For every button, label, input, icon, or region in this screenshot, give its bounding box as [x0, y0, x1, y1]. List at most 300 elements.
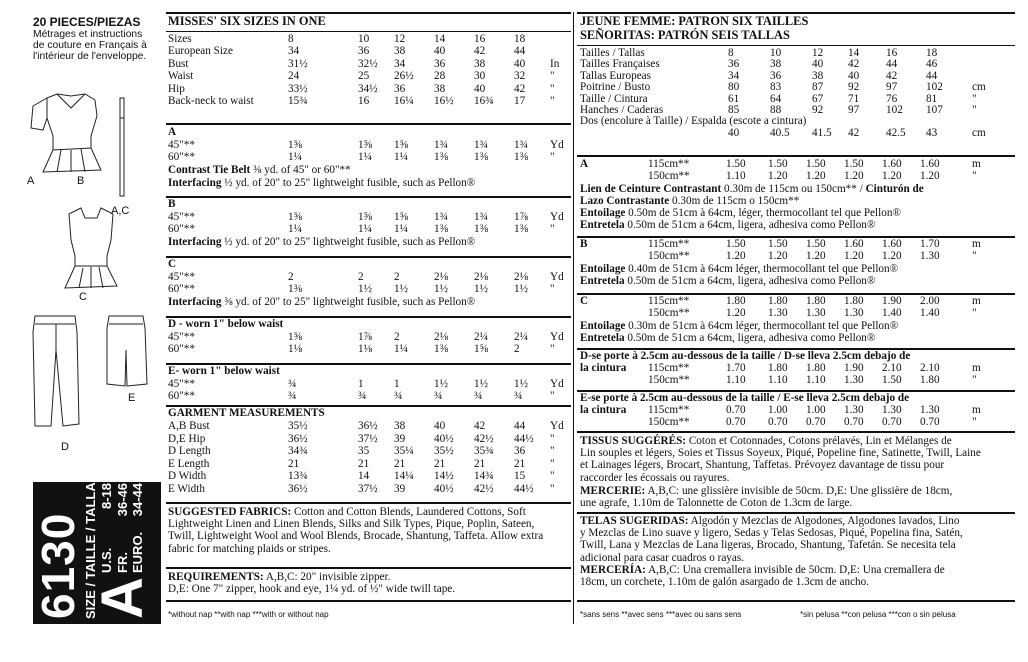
cell-value: 40: [474, 82, 486, 95]
note-line: [580, 184, 924, 196]
cell-value: 8: [728, 47, 734, 59]
section-label: E-se porte à 2.5cm au-dessous de la taille / E-se lleva 2.5cm debajo de: [580, 392, 910, 404]
cell-value: 1.00: [806, 404, 826, 416]
cell-value: 0.70: [726, 415, 746, 428]
cell-value: 80: [728, 81, 740, 94]
merceria: [580, 564, 1012, 588]
cell-value: 1½: [474, 377, 488, 390]
note-text: ⅜ yd. of 20" to 25" lightweight fusible, such as Pellon®: [221, 296, 476, 309]
note-line: [168, 297, 475, 309]
note-bold: Interfacing: [168, 296, 222, 309]
cell-value: 2.10: [882, 362, 902, 374]
unit-label: ": [972, 169, 977, 182]
cell-value: 0.70: [726, 404, 746, 416]
note-bold: Entretela: [580, 331, 625, 344]
cell-value: 42½: [474, 483, 494, 495]
cell-value: 14: [848, 47, 860, 59]
section-label: D - worn 1" below waist: [168, 318, 284, 330]
cell-value: 1⅝: [394, 210, 408, 223]
cell-value: 1.20: [726, 249, 746, 262]
cell-value: 21: [288, 457, 300, 470]
row-label: 60"**: [168, 151, 195, 163]
note-text: ½ yd. of 20" to 25" lightweight fusible, such as Pellon®: [221, 236, 476, 249]
row-label: 45"**: [168, 138, 195, 151]
cell-value: 39: [394, 432, 406, 445]
cell-value: 1.80: [844, 295, 864, 307]
cell-value: 1.90: [844, 362, 864, 374]
section-label: C: [580, 295, 589, 307]
cell-value: 1¾: [474, 210, 488, 223]
cell-value: 38: [812, 69, 824, 82]
row-label: 45"**: [168, 270, 195, 283]
cell-value: 1.60: [882, 158, 902, 170]
view-label-b: B: [77, 175, 85, 187]
row-label: 60"**: [168, 223, 195, 235]
cell-value: 1⅛: [358, 343, 372, 355]
row-label: D Width: [168, 470, 207, 483]
cell-value: 21: [434, 457, 446, 470]
note-line: [580, 276, 875, 288]
cell-value: 44: [886, 58, 898, 71]
note-text: 0.30m de 51cm à 64cm léger, thermocollant tel que Pellon®: [625, 320, 899, 333]
row-label: Tailles / Tallas: [580, 47, 645, 59]
note-text: 0.40m de 51cm à 64cm léger, thermocollant tel que Pellon®: [625, 263, 899, 276]
cell-value: 1.80: [768, 362, 788, 374]
rule: [577, 236, 1015, 238]
cell-value: 1.20: [882, 249, 902, 262]
pattern-number-box: [33, 482, 161, 624]
cell-value: 64: [770, 92, 782, 105]
row-label: 150cm**: [648, 373, 690, 386]
note-text: 0.50m de 51cm a 64cm, ligera, adhesiva como Pellon®: [624, 218, 876, 231]
unit-label: cm: [972, 126, 986, 139]
cell-value: 1⅝: [394, 138, 408, 151]
cell-value: 24: [288, 70, 300, 83]
cell-value: 42: [514, 82, 526, 95]
row-label: Hip: [168, 82, 185, 95]
technical-drawings: [25, 88, 165, 458]
rule: [166, 31, 571, 32]
cell-value: 36: [728, 58, 740, 71]
rule: [577, 293, 1015, 295]
cell-value: 1.20: [726, 306, 746, 319]
cell-value: 34: [394, 57, 406, 70]
cell-value: 0.70: [806, 415, 826, 428]
cell-value: 1½: [358, 283, 372, 295]
cell-value: 12: [812, 47, 824, 59]
unit-label: ": [972, 104, 977, 116]
unit-label: ": [550, 95, 555, 107]
cell-value: 88: [770, 104, 782, 116]
note-line: [168, 165, 351, 177]
note-line: [580, 333, 875, 345]
cell-value: 2⅛: [434, 330, 448, 343]
cell-value: 2⅛: [514, 270, 528, 283]
cell-value: 35½: [288, 420, 308, 432]
cell-value: ¾: [514, 390, 523, 402]
cell-value: 1⅝: [288, 138, 302, 151]
cell-value: 42: [474, 420, 486, 432]
cell-value: 2: [288, 270, 294, 283]
row-label: 150cm**: [648, 306, 690, 319]
cell-value: 1.50: [882, 373, 902, 386]
cell-value: 0.70: [920, 415, 940, 428]
cell-value: 1.90: [882, 295, 902, 307]
cell-value: 1.70: [726, 362, 746, 374]
cell-value: 18: [514, 33, 526, 45]
unit-label: ": [550, 70, 555, 83]
view-a-drawing: [31, 94, 101, 172]
unit-label: ": [550, 390, 555, 402]
cell-value: 1.10: [726, 169, 746, 182]
cell-value: 21: [474, 457, 486, 470]
cell-value: 1¾: [434, 138, 448, 151]
row-label: 115cm**: [648, 158, 690, 170]
cell-value: 1.50: [726, 238, 746, 250]
size-range-value: 34-44: [130, 483, 145, 517]
cell-value: 107: [926, 104, 943, 116]
cell-value: 35½: [434, 445, 454, 458]
cell-value: 14½: [434, 470, 454, 483]
cell-value: 1.70: [920, 238, 940, 250]
mercerie-text: A,B,C: une glissière invisible de 50cm. D,E: Une glissière de 18cm, une agrafe, 1.10m de Talonnette de Coton de 1.3cm de large.: [580, 485, 953, 510]
cell-value: 87: [812, 81, 824, 94]
cell-value: 16: [886, 47, 898, 59]
section-label: C: [168, 258, 177, 270]
cell-value: 1¼: [288, 151, 302, 163]
unit-label: ": [550, 432, 555, 445]
cell-value: 1.30: [768, 306, 788, 319]
note-bold: Entretela: [580, 218, 625, 231]
cell-value: 16¼: [394, 95, 414, 107]
row-label: Back-neck to waist: [168, 95, 254, 107]
cell-value: 40: [514, 57, 526, 70]
cell-value: 36½: [288, 483, 308, 495]
cell-value: 38: [474, 57, 486, 70]
cell-value: 39: [394, 483, 406, 495]
note-line: [168, 178, 475, 190]
cell-value: 1.20: [806, 249, 826, 262]
cell-value: 36½: [288, 432, 308, 445]
cell-value: 1.50: [726, 158, 746, 170]
view-d-drawing: [33, 316, 79, 426]
cell-value: 1⅝: [288, 210, 302, 223]
cell-value: 43: [926, 126, 938, 139]
tissus-suggeres-text: Coton et Cotonnades, Cotons prélavés, Lin et Mélanges de Lin souples et légers, Soies et Tissus Soyeux, Piqué, Popeline fine, Satinette, Twill, Laine et Lainages légers, Brocart, Shantung, Taffetas. Prévoyez davantage de tissu pour raccorder les écossais ou rayures.: [580, 435, 981, 484]
rule: [577, 155, 1015, 157]
cell-value: 1⅝: [288, 330, 302, 343]
cell-value: 1⅜: [514, 151, 528, 163]
row-label: D,E Hip: [168, 432, 206, 445]
unit-label: ": [972, 92, 977, 105]
note-text: 0.30m de 115cm ou 150cm** /: [721, 183, 866, 196]
unit-label: ": [972, 306, 977, 319]
cell-value: 12: [394, 33, 406, 45]
cell-value: 1¾: [434, 210, 448, 223]
cell-value: 1.50: [844, 158, 864, 170]
unit-label: Yd: [550, 330, 564, 343]
cell-value: 1.20: [882, 169, 902, 182]
note-bold: Contrast Tie Belt: [168, 164, 251, 177]
cell-value: 92: [848, 81, 860, 94]
unit-label: cm: [972, 81, 986, 94]
unit-label: In: [550, 57, 560, 70]
row-label: 45"**: [168, 377, 195, 390]
row-label: 115cm**: [648, 362, 690, 374]
cell-value: 36: [358, 45, 370, 58]
row-label: 45"**: [168, 330, 195, 343]
requirements-text: A,B,C: 20" invisible zipper. D,E: One 7" zipper, hook and eye, 1¼ yd. of ½" wide twill tape.: [168, 571, 456, 596]
unit-label: m: [972, 362, 981, 374]
cell-value: 2: [514, 343, 520, 355]
note-bold: Interfacing: [168, 236, 222, 249]
requirements-heading: REQUIREMENTS:: [168, 571, 264, 583]
cell-value: 42.5: [886, 126, 906, 139]
cell-value: 1.60: [844, 238, 864, 250]
cell-value: 40: [812, 58, 824, 71]
row-label: Poitrine / Busto: [580, 81, 651, 94]
cell-value: 1.10: [768, 373, 788, 386]
cell-value: 41.5: [812, 126, 832, 139]
note-bold: Interfacing: [168, 177, 222, 189]
section-label: D-se porte à 2.5cm au-dessous de la taille / D-se lleva 2.5cm debajo de: [580, 350, 911, 362]
note-bold: Entoilage: [580, 320, 626, 333]
note-line: [580, 196, 799, 208]
row-label: Bust: [168, 57, 189, 70]
size-range-label: U.S.: [99, 547, 114, 573]
cell-value: 21: [358, 457, 370, 470]
cell-value: 10: [358, 33, 370, 45]
cell-value: 1⅝: [358, 210, 372, 223]
fabrics-text: Cotton and Cotton Blends, Laundered Cottons, Soft Lightweight Linen and Linen Blends, Silks and Silk Types, Pique, Poplin, Sateen, Twill, Lightweight Wool and Wool Blends, Brocade, Shantung, Taffeta. Allow extra fabric for matching plaids or stripes.: [168, 506, 544, 555]
mercerie: [580, 485, 1012, 509]
cell-value: 1.80: [726, 295, 746, 307]
cell-value: ¾: [434, 390, 443, 402]
cell-value: 34: [288, 45, 300, 58]
row-label: A,B Bust: [168, 420, 210, 432]
cell-value: 44: [926, 69, 938, 82]
rule: [577, 512, 1015, 514]
unit-label: ": [550, 445, 555, 458]
cell-value: 1½: [434, 377, 448, 390]
cell-value: 1: [394, 377, 400, 390]
size-range-label: EURO.: [130, 531, 145, 573]
unit-label: ": [550, 151, 555, 163]
rule: [577, 600, 1015, 602]
view-e-drawing: [107, 316, 147, 386]
section-label: GARMENT MEASUREMENTS: [168, 407, 325, 419]
cell-value: 36: [514, 445, 526, 458]
cell-value: 36: [394, 82, 406, 95]
cell-value: 37½: [358, 432, 378, 445]
cell-value: 1½: [474, 283, 488, 295]
cell-value: 36½: [358, 420, 378, 432]
cell-value: 32½: [358, 57, 378, 70]
cell-value: 2: [394, 330, 400, 343]
cell-value: ¾: [474, 390, 483, 402]
cell-value: 67: [812, 92, 824, 105]
cell-value: 1½: [434, 283, 448, 295]
note-text: 0.50m de 51cm a 64cm, ligera, adhesiva como Pellon®: [624, 331, 876, 344]
cell-value: 1⅜: [434, 151, 448, 163]
merceria-heading: MERCERÍA:: [580, 564, 646, 576]
fabrics-heading: SUGGESTED FABRICS:: [168, 506, 292, 518]
cell-value: 21: [514, 457, 526, 470]
cell-value: 34: [728, 69, 740, 82]
row-label: 150cm**: [648, 415, 690, 428]
cell-value: 10: [770, 47, 782, 59]
cell-value: 16½: [434, 95, 454, 107]
cell-value: 1⅞: [358, 330, 372, 343]
unit-label: ": [972, 373, 977, 386]
cell-value: 1¼: [358, 223, 372, 235]
requirements: [168, 571, 568, 595]
row-label: Taille / Cintura: [580, 92, 648, 105]
cell-value: 1.10: [726, 373, 746, 386]
cell-value: 1½: [514, 377, 528, 390]
cell-value: 15: [514, 470, 526, 483]
cell-value: 81: [926, 92, 938, 105]
cell-value: 1.30: [844, 373, 864, 386]
row-label: 45"**: [168, 210, 195, 223]
cell-value: 1⅞: [514, 210, 528, 223]
section-label: B: [580, 238, 588, 250]
view-label-d: D: [61, 441, 69, 453]
french-title: JEUNE FEMME: PATRON SIX TAILLES: [580, 14, 809, 28]
section-label: la cintura: [580, 404, 627, 416]
section-label: A: [580, 158, 589, 170]
row-label: Sizes: [168, 33, 192, 45]
cell-value: 1.40: [920, 306, 940, 319]
cell-value: 2: [358, 270, 364, 283]
cell-value: 1.50: [806, 158, 826, 170]
cell-value: ¾: [394, 390, 403, 402]
cell-value: 44: [514, 45, 526, 58]
note-bold: Entretela: [580, 274, 625, 287]
section-label: la cintura: [580, 362, 627, 374]
note-bold: Cinturón de: [865, 183, 924, 196]
unit-label: m: [972, 295, 981, 307]
unit-label: ": [972, 415, 977, 428]
unit-label: Yd: [550, 210, 564, 223]
cell-value: ¾: [288, 377, 297, 390]
cell-value: 36: [770, 69, 782, 82]
cell-value: 1.80: [920, 373, 940, 386]
cell-value: 85: [728, 104, 740, 116]
row-label: 115cm**: [648, 295, 690, 307]
cell-value: 31½: [288, 57, 308, 70]
cell-value: 1: [358, 377, 364, 390]
rule: [166, 123, 571, 125]
row-label: 150cm**: [648, 169, 690, 182]
cell-value: 1¼: [394, 343, 408, 355]
size-label: SIZE / TAILLE / TALLA: [83, 482, 98, 619]
cell-value: 40: [434, 420, 446, 432]
back-length-label: Dos (encolure à Taille) / Espalda (escote a cintura): [580, 115, 807, 128]
cell-value: 21: [394, 457, 406, 470]
cover-column: [0, 0, 166, 662]
cell-value: 14¼: [394, 470, 414, 483]
note-text: 0.50m de 51cm à 64cm, léger, thermocollant tel que Pellon®: [625, 207, 901, 220]
cell-value: 1.80: [768, 295, 788, 307]
cell-value: 30: [474, 70, 486, 83]
cell-value: 1⅜: [474, 223, 488, 235]
cell-value: 44: [514, 420, 526, 432]
row-label: European Size: [168, 45, 233, 58]
cell-value: 1½: [514, 283, 528, 295]
cell-value: 1.40: [882, 306, 902, 319]
size-range-value: 8-18: [99, 483, 114, 510]
size-grade: A: [90, 577, 155, 619]
row-label: D Length: [168, 445, 211, 458]
unit-label: m: [972, 238, 981, 250]
unit-label: ": [550, 457, 555, 470]
note-line: [168, 237, 475, 249]
cell-value: 1⅜: [474, 151, 488, 163]
note-text: ½ yd. of 20" to 25" lightweight fusible, such as Pellon®: [221, 177, 476, 189]
cell-value: 35¾: [474, 445, 494, 458]
cell-value: 40½: [434, 432, 454, 445]
rule: [166, 256, 571, 258]
cell-value: 2.10: [920, 362, 940, 374]
cell-value: 2: [394, 270, 400, 283]
cell-value: 18: [926, 47, 938, 59]
cell-value: 14: [434, 33, 446, 45]
cell-value: 1⅝: [358, 138, 372, 151]
cell-value: 1.00: [768, 404, 788, 416]
note-bold: Lien de Ceinture Contrastant: [580, 183, 722, 196]
cell-value: 35: [358, 445, 370, 458]
tie-belt-drawing: [120, 98, 124, 196]
cell-value: 1⅜: [434, 223, 448, 235]
unit-label: Yd: [550, 270, 564, 283]
english-title: MISSES' SIX SIZES IN ONE: [168, 14, 326, 28]
unit-label: ": [550, 483, 555, 495]
cell-value: 1.30: [882, 404, 902, 416]
cell-value: 15¾: [288, 95, 308, 107]
cell-value: 42½: [474, 432, 494, 445]
rule: [166, 567, 571, 569]
cell-value: 1.20: [768, 249, 788, 262]
unit-label: ": [972, 249, 977, 262]
row-label: 60"**: [168, 343, 195, 355]
instructions-note: Métrages et instructions de couture en Français à l'intérieur de l'enveloppe.: [33, 29, 147, 62]
pieces-count: 20 PIECES/PIEZAS: [33, 15, 141, 29]
cell-value: ¾: [288, 390, 297, 402]
cell-value: 97: [848, 104, 860, 116]
cell-value: 1.60: [882, 238, 902, 250]
footnote-nap: *without nap **with nap ***with or without nap: [168, 610, 329, 619]
cell-value: 42: [886, 69, 898, 82]
row-label: 60"**: [168, 390, 195, 402]
cell-value: 38: [434, 82, 446, 95]
cell-value: 44½: [514, 432, 534, 445]
cell-value: 16: [358, 95, 370, 107]
cell-value: 1.80: [806, 295, 826, 307]
footnote-sens: *sans sens **avec sens ***avec ou sans sens: [580, 610, 742, 619]
cell-value: 33½: [288, 82, 308, 95]
row-label: Tallas Europeas: [580, 69, 651, 82]
row-label: Tailles Françaises: [580, 58, 660, 71]
cell-value: 71: [848, 92, 860, 105]
cell-value: 1.30: [920, 249, 940, 262]
cell-value: 16: [474, 33, 486, 45]
cell-value: 0.70: [882, 415, 902, 428]
note-line: [580, 220, 875, 232]
cell-value: 76: [886, 92, 898, 105]
cell-value: 1.50: [768, 238, 788, 250]
cell-value: 1.20: [844, 169, 864, 182]
